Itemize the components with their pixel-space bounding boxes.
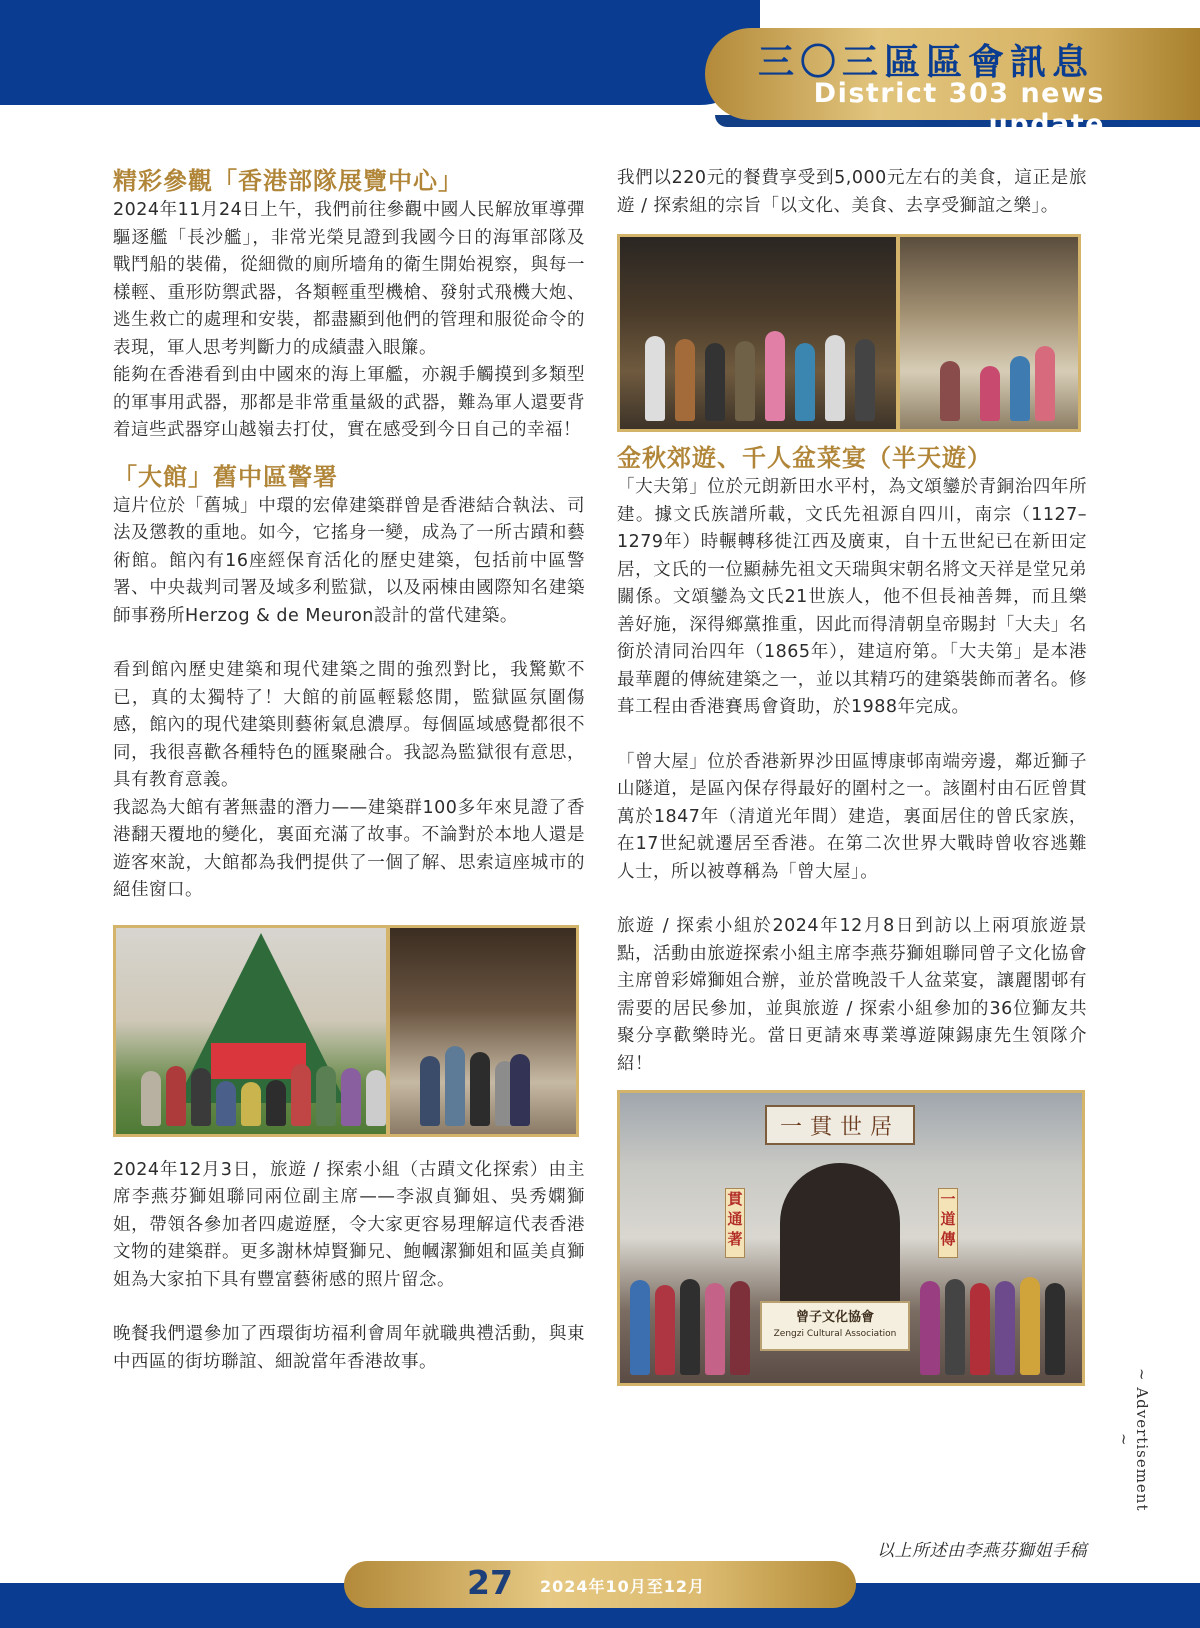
page-number: 27 xyxy=(467,1563,513,1602)
section-title-autumn-outing: 金秋郊遊、千人盆菜宴（半天遊） xyxy=(617,444,992,472)
left-column xyxy=(113,165,585,1376)
paragraph: 「曾大屋」位於香港新界沙田區博康邨南端旁邊，鄰近獅子山隧道，是區內保存得最好的圍村之一。該圍村由石匠曾貫萬於1847年（清道光年間）建造，裏面居住的曾氏家族，在17世紀就遷居至香港。在第二次世界大戰時曾收容逃難人士，所以被尊稱為「曾大屋」。 xyxy=(617,751,1087,882)
paragraph: 旅遊 / 探索小組於2024年12月8日到訪以上兩項旅遊景點，活動由旅遊探索小組主席李燕芬獅姐聯同曾子文化協會主席曾彩嫦獅姐合辦，並於當晚設千人盆菜宴，讓麗閣邨有需要的居民參加，並與旅遊 / 探索小組參加的36位獅友共聚分享歡樂時光。當日更請來專業導遊陳錫康先生領隊介紹！ xyxy=(617,916,1087,1074)
photo-group-steps xyxy=(620,237,896,429)
paragraph: 2024年12月3日，旅遊 / 探索小組（古蹟文化探索）由主席李燕芬獅姐聯同兩位副主席——李淑貞獅姐、吳秀嫻獅姐，帶領各參加者四處遊歷，令大家更容易理解這代表香港文物的建築群。更多謝林焯賢獅兄、鮑幗潔獅姐和區美貞獅姐為大家拍下具有豐富藝術感的照片留念。 xyxy=(113,1159,585,1290)
paragraph: 我們以220元的餐費享受到5,000元左右的美食，這正是旅遊 / 探索組的宗旨「以文化、美食、去享受獅誼之樂」。 xyxy=(617,168,1087,216)
photo-group-at-gate xyxy=(620,1093,1082,1383)
header-blue-band xyxy=(0,0,760,105)
issue-date: 2024年10月至12月 xyxy=(540,1577,706,1596)
association-banner xyxy=(760,1301,910,1351)
photo-night-street xyxy=(617,234,1081,432)
signboard: 一貫世居 xyxy=(765,1105,915,1145)
couplet-right: 一道傳 xyxy=(938,1188,958,1258)
paragraph: 2024年11月24日上午，我們前往參觀中國人民解放軍導彈驅逐艦「長沙艦」，非常光榮見證到我國今日的海軍部隊及戰鬥船的裝備，從細微的廁所墻角的衛生開始視察，與每一樣輕、重形防禦武器，各類輕重型機槍、發射式飛機大炮、逃生救亡的處理和安裝，都盡顯到他們的管理和服從命令的表現，軍人思考判斷力的成績盡入眼簾。 xyxy=(113,200,585,358)
photo-christmas-tree xyxy=(116,928,386,1134)
photo-stairs xyxy=(390,928,576,1134)
section-title-tai-kwun: 「大館」舊中區警署 xyxy=(113,462,338,491)
author-credit: 以上所述由李燕芬獅姐手稿 xyxy=(877,1541,1087,1561)
photo-stairway-alley xyxy=(900,237,1078,429)
doorway-arch xyxy=(780,1163,900,1313)
paragraph: 能夠在香港看到由中國來的海上軍艦，亦親手觸摸到多類型的軍事用武器，那都是非常重量級的武器，難為軍人還要背着這些武器穿山越嶺去打仗，實在感受到今日自己的幸福！ xyxy=(113,365,585,440)
paragraph: 「大夫第」位於元朗新田水平村，為文頌鑾於青銅治四年所建。據文氏族譜所載，文氏先祖源自四川，南宗（1127–1279年）時輾轉移徙江西及廣東，自十五世紀已在新田定居，文氏的一位顯赫先祖文天瑞與宋朝名將文天祥是堂兄弟關係。文頌鑾為文氏21世族人，他不但長袖善舞，而且樂善好施，深得鄉黨推重，因此而得清朝皇帝賜封「大夫」名銜於清同治四年（1865年），建這府第。「大夫第」是本港最華麗的傳統建築之一，並以其精巧的建築裝飾而著名。修葺工程由香港賽馬會資助，於1988年完成。 xyxy=(617,477,1087,717)
right-column xyxy=(617,165,1087,1386)
photo-tai-kwun xyxy=(113,925,579,1137)
header-title-chinese: 三〇三區區會訊息 xyxy=(757,42,1094,83)
couplet-left: 貫通著 xyxy=(725,1188,745,1258)
photo-tsang-tai-uk xyxy=(617,1090,1085,1386)
banner-text-chinese: 曾子文化協會 xyxy=(795,1310,874,1325)
advertisement-side-label: ~ Advertisement ~ xyxy=(1115,1368,1151,1512)
paragraph: 這片位於「舊城」中環的宏偉建築群曾是香港結合執法、司法及懲教的重地。如今，它搖身一變，成為了一所古蹟和藝術館。館內有16座經保育活化的歷史建築，包括前中區警署、中央裁判司署及域多利監獄，以及兩棟由國際知名建築師事務所Herzog & de Meuron設計的當代建築。 xyxy=(113,495,585,626)
paragraph: 看到館內歷史建築和現代建築之間的強烈對比，我驚歎不已，真的太獨特了！大館的前區輕鬆悠閒，監獄區氛圍傷感，館內的現代建築則藝術氣息濃厚。每個區域感覺都很不同，我很喜歡各種特色的匯聚融合。我認為監獄很有意思，具有教育意義。 xyxy=(113,660,585,790)
banner-text-english: Zengzi Cultural Association xyxy=(773,1329,897,1339)
paragraph: 我認為大館有著無盡的潛力——建築群100多年來見證了香港翻天覆地的變化，裏面充滿了故事。不論對於本地人還是遊客來說，大館都為我們提供了一個了解、思索這座城市的絕佳窗口。 xyxy=(113,797,585,900)
header-title-english: District 303 news update xyxy=(813,78,1105,140)
paragraph: 晚餐我們還參加了西環街坊福利會周年就職典禮活動，與東中西區的街坊聯誼、細說當年香港故事。 xyxy=(113,1324,585,1372)
section-title-army-exhibition: 精彩參觀「香港部隊展覽中心」 xyxy=(113,167,463,195)
